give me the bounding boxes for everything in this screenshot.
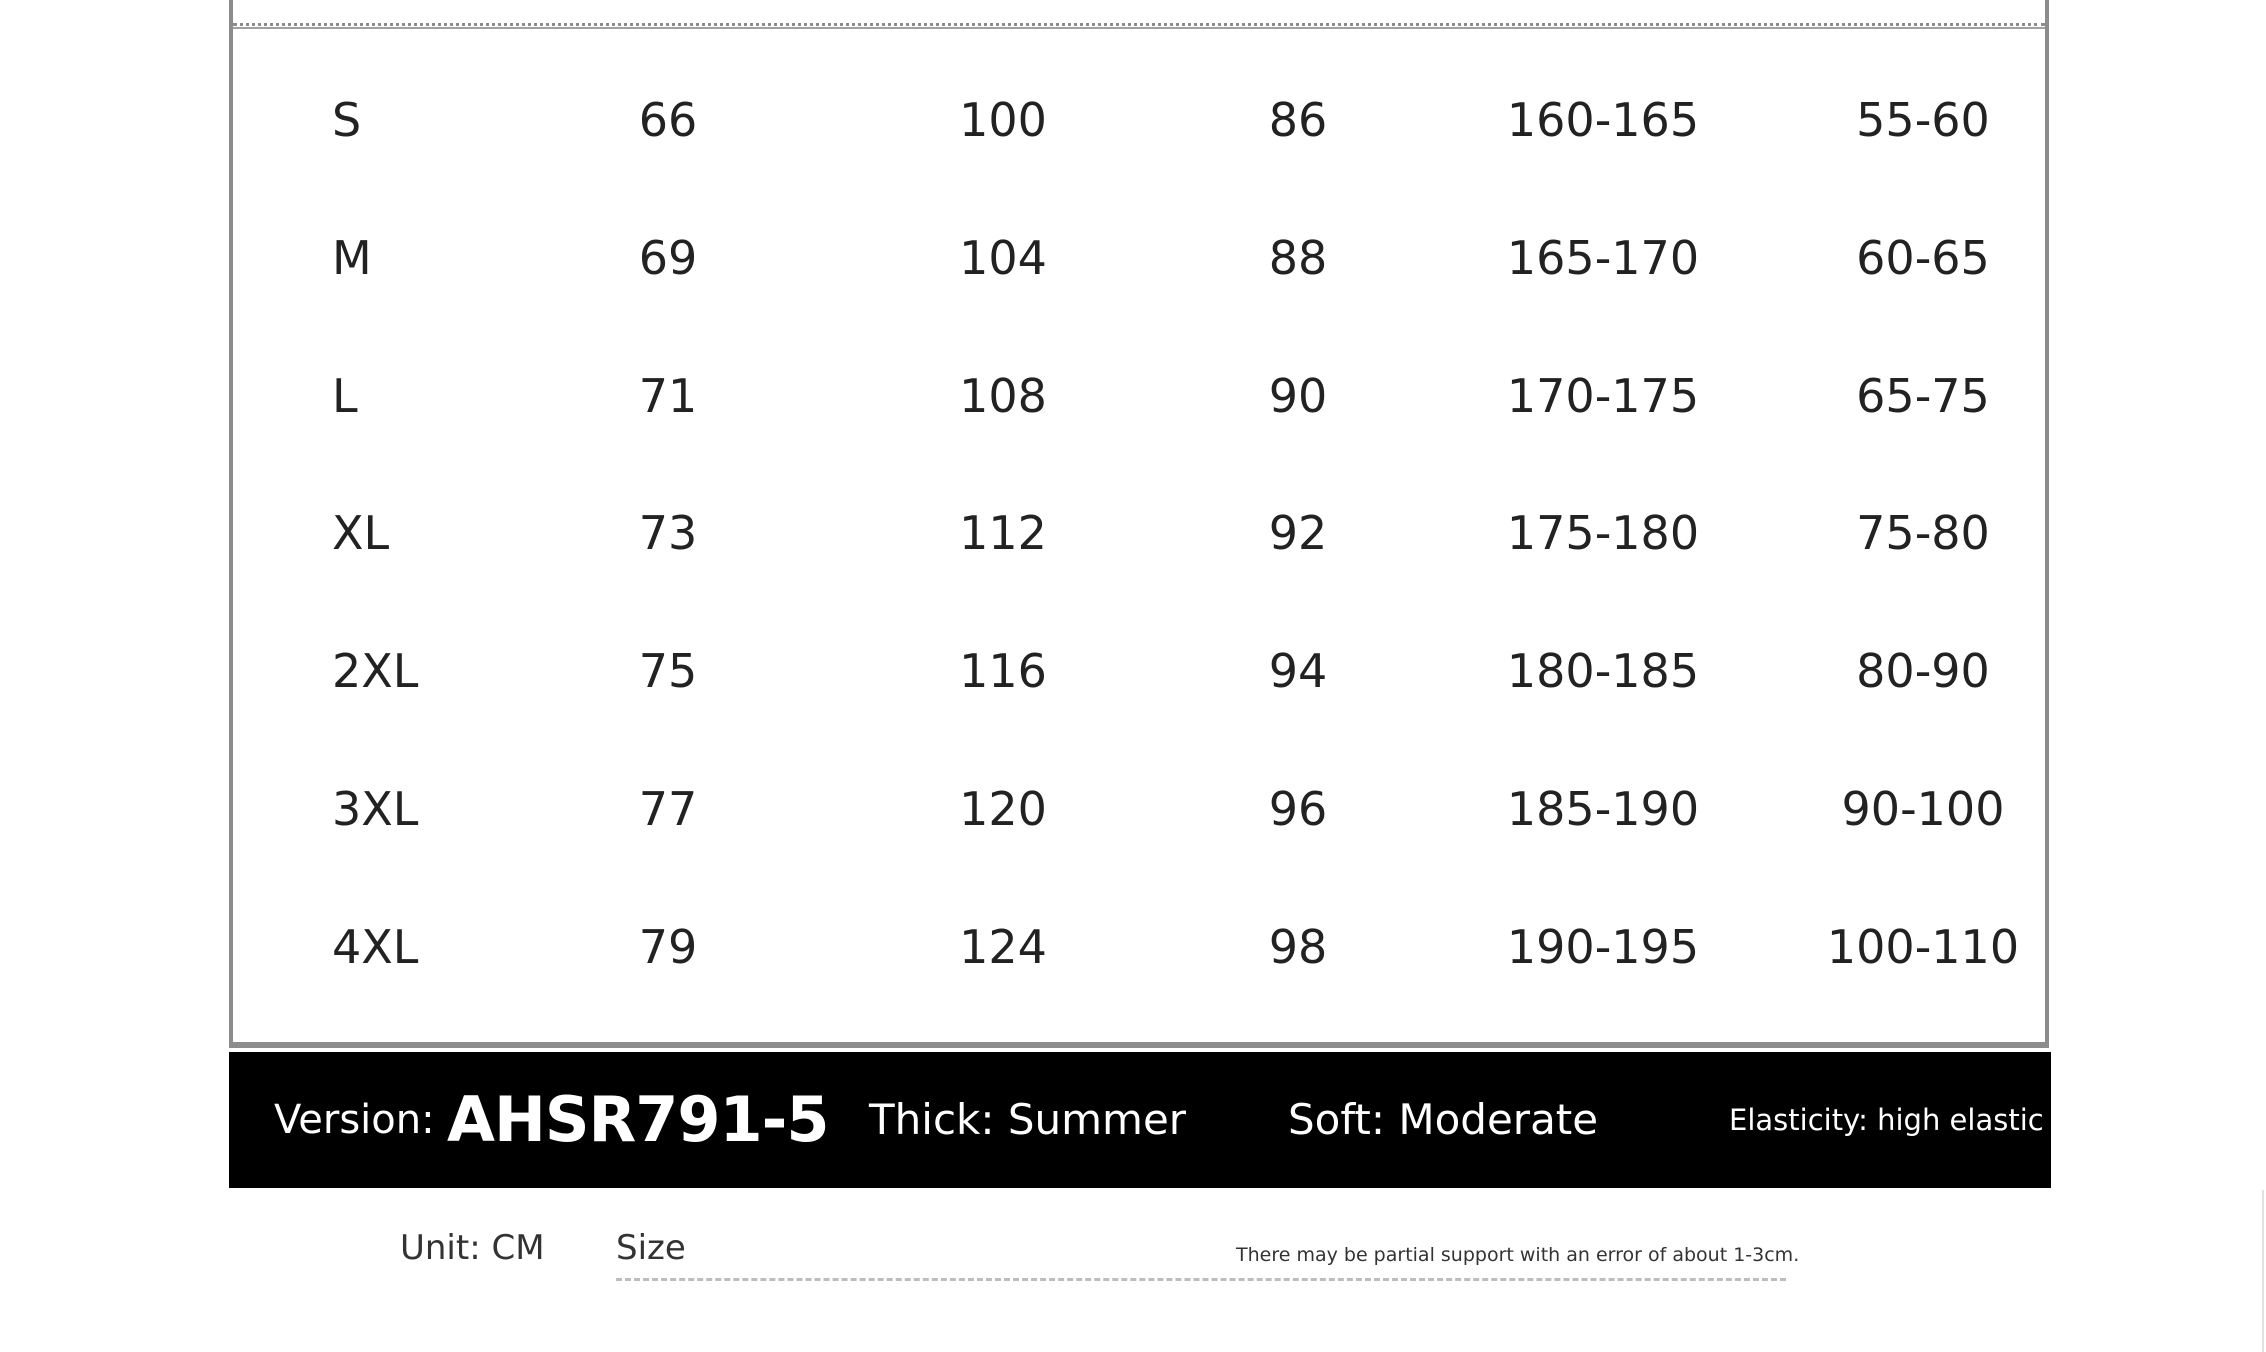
thickness-info: Thick: Summer bbox=[869, 1095, 1187, 1144]
table-row bbox=[233, 465, 2045, 603]
chest-cell: 112 bbox=[959, 506, 1047, 561]
weight-cell: 80-90 bbox=[1856, 644, 1990, 699]
chest-cell: 116 bbox=[959, 644, 1047, 699]
size-table bbox=[229, 0, 2049, 1048]
size-table-body bbox=[233, 52, 2045, 1017]
length-cell: 66 bbox=[638, 93, 698, 147]
waist-cell: 96 bbox=[1268, 781, 1328, 836]
height-cell: 190-195 bbox=[1506, 919, 1700, 974]
weight-cell: 55-60 bbox=[1856, 93, 1990, 147]
chest-cell: 120 bbox=[959, 781, 1047, 836]
table-row bbox=[233, 741, 2045, 879]
weight-cell: 65-75 bbox=[1856, 368, 1990, 423]
header-divider-line bbox=[233, 27, 2045, 29]
height-cell: 170-175 bbox=[1506, 368, 1700, 423]
height-cell: 160-165 bbox=[1506, 93, 1700, 147]
size-cell: 4XL bbox=[332, 919, 419, 974]
footer-divider bbox=[616, 1278, 1786, 1281]
edge-divider bbox=[2262, 1190, 2264, 1352]
weight-cell: 100-110 bbox=[1826, 919, 2020, 974]
waist-cell: 88 bbox=[1268, 230, 1328, 285]
table-row bbox=[233, 879, 2045, 1017]
size-cell: XL bbox=[332, 506, 390, 561]
chest-cell: 124 bbox=[959, 919, 1047, 974]
waist-cell: 98 bbox=[1268, 919, 1328, 974]
measurement-note: There may be partial support with an error of about 1-3cm. bbox=[1236, 1244, 1800, 1266]
length-cell: 79 bbox=[638, 919, 698, 974]
waist-cell: 90 bbox=[1268, 368, 1328, 423]
chest-cell: 100 bbox=[959, 93, 1047, 147]
size-cell: S bbox=[332, 93, 362, 147]
weight-cell: 75-80 bbox=[1856, 506, 1990, 561]
waist-cell: 86 bbox=[1268, 93, 1328, 147]
version-label: Version: bbox=[274, 1097, 435, 1143]
weight-cell: 90-100 bbox=[1841, 781, 2005, 836]
height-cell: 180-185 bbox=[1506, 644, 1700, 699]
length-cell: 69 bbox=[638, 230, 698, 285]
chest-cell: 104 bbox=[959, 230, 1047, 285]
softness-info: Soft: Moderate bbox=[1288, 1095, 1599, 1144]
size-cell: M bbox=[332, 230, 372, 285]
table-row bbox=[233, 190, 2045, 328]
length-cell: 71 bbox=[638, 368, 698, 423]
length-cell: 75 bbox=[638, 644, 698, 699]
size-cell: L bbox=[332, 368, 358, 423]
header-divider bbox=[233, 23, 2045, 26]
unit-label: Unit: CM bbox=[400, 1228, 545, 1268]
version-code: AHSR791-5 bbox=[447, 1083, 829, 1156]
product-info-bar bbox=[229, 1052, 2051, 1188]
weight-cell: 60-65 bbox=[1856, 230, 1990, 285]
table-row bbox=[233, 52, 2045, 190]
size-label: Size bbox=[616, 1228, 686, 1268]
waist-cell: 94 bbox=[1268, 644, 1328, 699]
height-cell: 165-170 bbox=[1506, 230, 1700, 285]
size-cell: 3XL bbox=[332, 781, 419, 836]
table-row bbox=[233, 603, 2045, 741]
size-cell: 2XL bbox=[332, 644, 419, 699]
waist-cell: 92 bbox=[1268, 506, 1328, 561]
height-cell: 175-180 bbox=[1506, 506, 1700, 561]
height-cell: 185-190 bbox=[1506, 781, 1700, 836]
length-cell: 77 bbox=[638, 781, 698, 836]
table-row bbox=[233, 328, 2045, 466]
chest-cell: 108 bbox=[959, 368, 1047, 423]
elasticity-info: Elasticity: high elastic bbox=[1729, 1103, 2044, 1137]
length-cell: 73 bbox=[638, 506, 698, 561]
